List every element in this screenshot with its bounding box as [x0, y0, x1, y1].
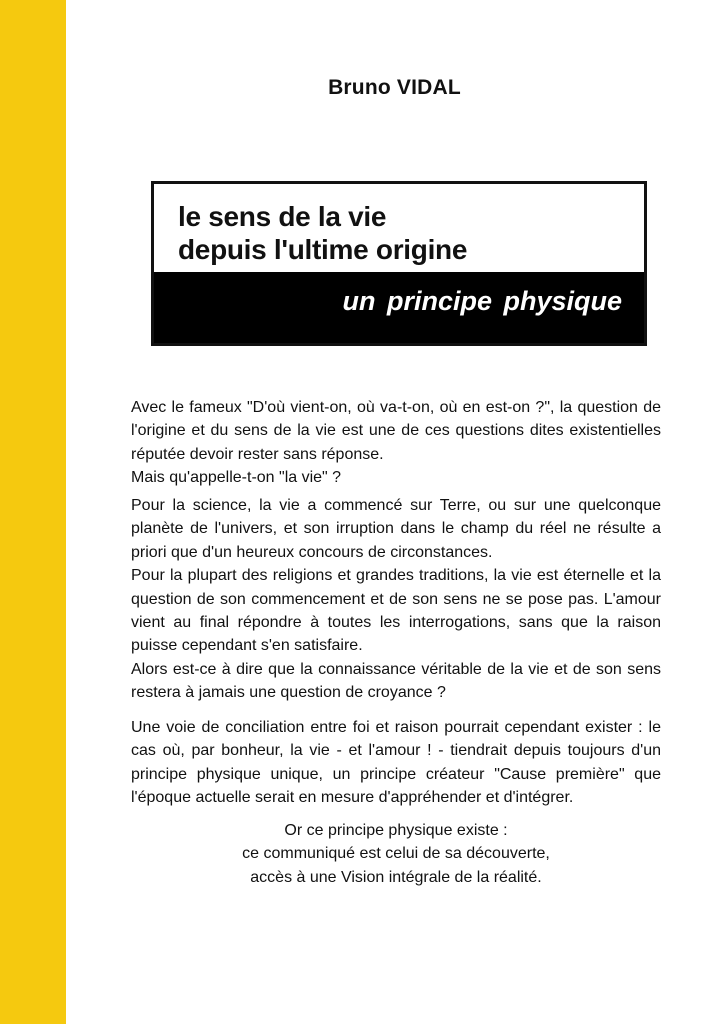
para3-text: Une voie de conciliation entre foi et raison pourrait cependant exister : le cas où, par bonheur, la vie - et l'amour ! - tiendrait depuis toujours d'un principe physique unique, un principe créateur "Cause première" que l'époque actuelle serait en mesure d'appréhender et d'intégrer. [131, 719, 661, 807]
yellow-sidebar [0, 0, 66, 1024]
paragraph-conclusion [131, 819, 661, 889]
para4-line-3: accès à une Vision intégrale de la réalité. [250, 868, 542, 886]
paragraph-science-religion [131, 494, 661, 705]
paragraph-origin-question [131, 396, 661, 490]
para4-line-1: Or ce principe physique existe : [284, 822, 508, 839]
para4-line-2: ce communiqué est celui de sa découverte, [242, 845, 550, 863]
para2-belief: Alors est-ce à dire que la connaissance véritable de la vie et de son sens restera à jamais une question de croyance ? [131, 660, 661, 702]
author-name: Bruno VIDAL [328, 76, 461, 99]
para2-religions: Pour la plupart des religions et grandes traditions, la vie est éternelle et la question de son commencement et de son sens ne se pose pas. L'amour vient au final répondre à toutes les interrogations, sans que la raison puisse cependant s'en satisfaire. [131, 567, 661, 655]
subtitle-band: un principe physique [154, 272, 644, 343]
para1-sentence-1: Avec le fameux "D'où vient-on, où va-t-on, où en est-on ?", la question de l'origine et du sens de la vie est une de ces questions dites existentielles réputée devoir rester sans réponse. [131, 399, 661, 463]
para1-sentence-2: Mais qu'appelle-t-on "la vie" ? [131, 469, 342, 487]
title-box [151, 181, 647, 346]
para2-science: Pour la science, la vie a commencé sur Terre, ou sur une quelconque planète de l'univers, et son irruption dans le champ du réel ne résulte a priori que d'un heureux concours de circonstances. [131, 497, 661, 561]
title-top [154, 184, 644, 272]
title-line-2: depuis l'ultime origine [178, 234, 468, 265]
title-line-1: le sens de la vie [178, 201, 387, 232]
paragraph-conciliation [131, 716, 661, 810]
